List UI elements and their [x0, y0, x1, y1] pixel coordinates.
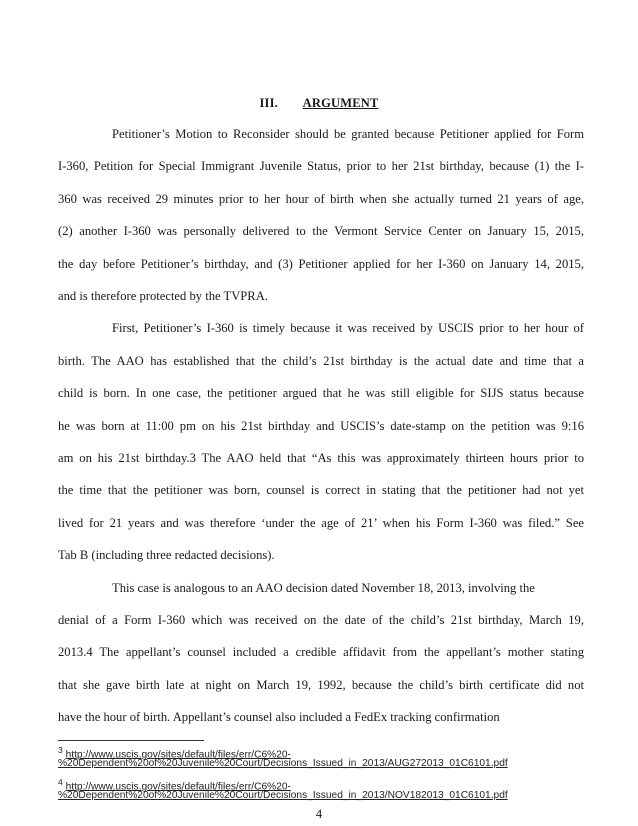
footnote-marker: 4	[58, 777, 63, 787]
section-heading	[0, 96, 638, 111]
body-line: This case is analogous to an AAO decision dated November 18, 2013, involving the	[112, 581, 535, 595]
footnote-link[interactable]: %20Dependent%20of%20Juvenile%20Court/Decisions_Issued_in_2013/NOV182013_01C6101.pdf	[58, 790, 508, 801]
body-line: 360 was received 29 minutes prior to her hour of birth when she actually turned 21 years of age,	[58, 192, 584, 206]
section-title: ARGUMENT	[302, 96, 379, 110]
footnote-4-line2[interactable]	[58, 789, 598, 802]
body-line: am on his 21st birthday.3 The AAO held that “As this was approximately thirteen hours prior to	[58, 451, 584, 465]
body-line: 2013.4 The appellant’s counsel included a credible affidavit from the appellant’s mother stating	[58, 645, 584, 659]
body-line: lived for 21 years and was therefore ‘under the age of 21’ when his Form I-360 was filed.” See	[58, 516, 584, 530]
body-line: the time that the petitioner was born, counsel is correct in stating that the petitioner had not yet	[58, 483, 584, 497]
body-line: First, Petitioner’s I-360 is timely because it was received by USCIS prior to her hour of	[112, 321, 584, 335]
footnote-3-line2[interactable]	[58, 757, 598, 770]
section-number: III.	[259, 96, 278, 110]
body-line: and is therefore protected by the TVPRA.	[58, 289, 268, 303]
body-line: Petitioner’s Motion to Reconsider should be granted because Petitioner applied for Form	[112, 127, 584, 141]
footnote-marker: 3	[58, 745, 63, 755]
body-line: (2) another I-360 was personally delivered to the Vermont Service Center on January 15, 2015,	[58, 224, 584, 238]
body-line: child is born. In one case, the petitioner argued that he was still eligible for SIJS status because	[58, 386, 584, 400]
body-line: he was born at 11:00 pm on his 21st birthday and USCIS’s date-stamp on the petition was 9:16	[58, 419, 584, 433]
page-number: 4	[315, 807, 323, 821]
footnote-rule	[58, 740, 204, 741]
body-line: Tab B (including three redacted decisions).	[58, 548, 275, 562]
body-line: birth. The AAO has established that the child’s 21st birthday is the actual date and time that a	[58, 354, 584, 368]
body-line: the day before Petitioner’s birthday, and (3) Petitioner applied for her I-360 on January 14, 2015,	[58, 257, 584, 271]
body-line: that she gave birth late at night on March 19, 1992, because the child’s birth certificate did not	[58, 678, 584, 692]
footnote-link[interactable]: http://www.uscis.gov/sites/default/files/err/C6%20-	[65, 781, 291, 793]
body-line: denial of a Form I-360 which was received on the date of the child’s 21st birthday, March 19,	[58, 613, 584, 627]
body-line: I-360, Petition for Special Immigrant Juvenile Status, prior to her 21st birthday, because (1) the I-	[58, 159, 584, 173]
body-line: have the hour of birth. Appellant’s counsel also included a FedEx tracking confirmation	[58, 710, 500, 724]
footnote-link[interactable]: %20Dependent%20of%20Juvenile%20Court/Decisions_Issued_in_2013/AUG272013_01C6101.pdf	[58, 758, 508, 769]
footnote-link[interactable]: http://www.uscis.gov/sites/default/files/err/C6%20-	[65, 749, 291, 761]
